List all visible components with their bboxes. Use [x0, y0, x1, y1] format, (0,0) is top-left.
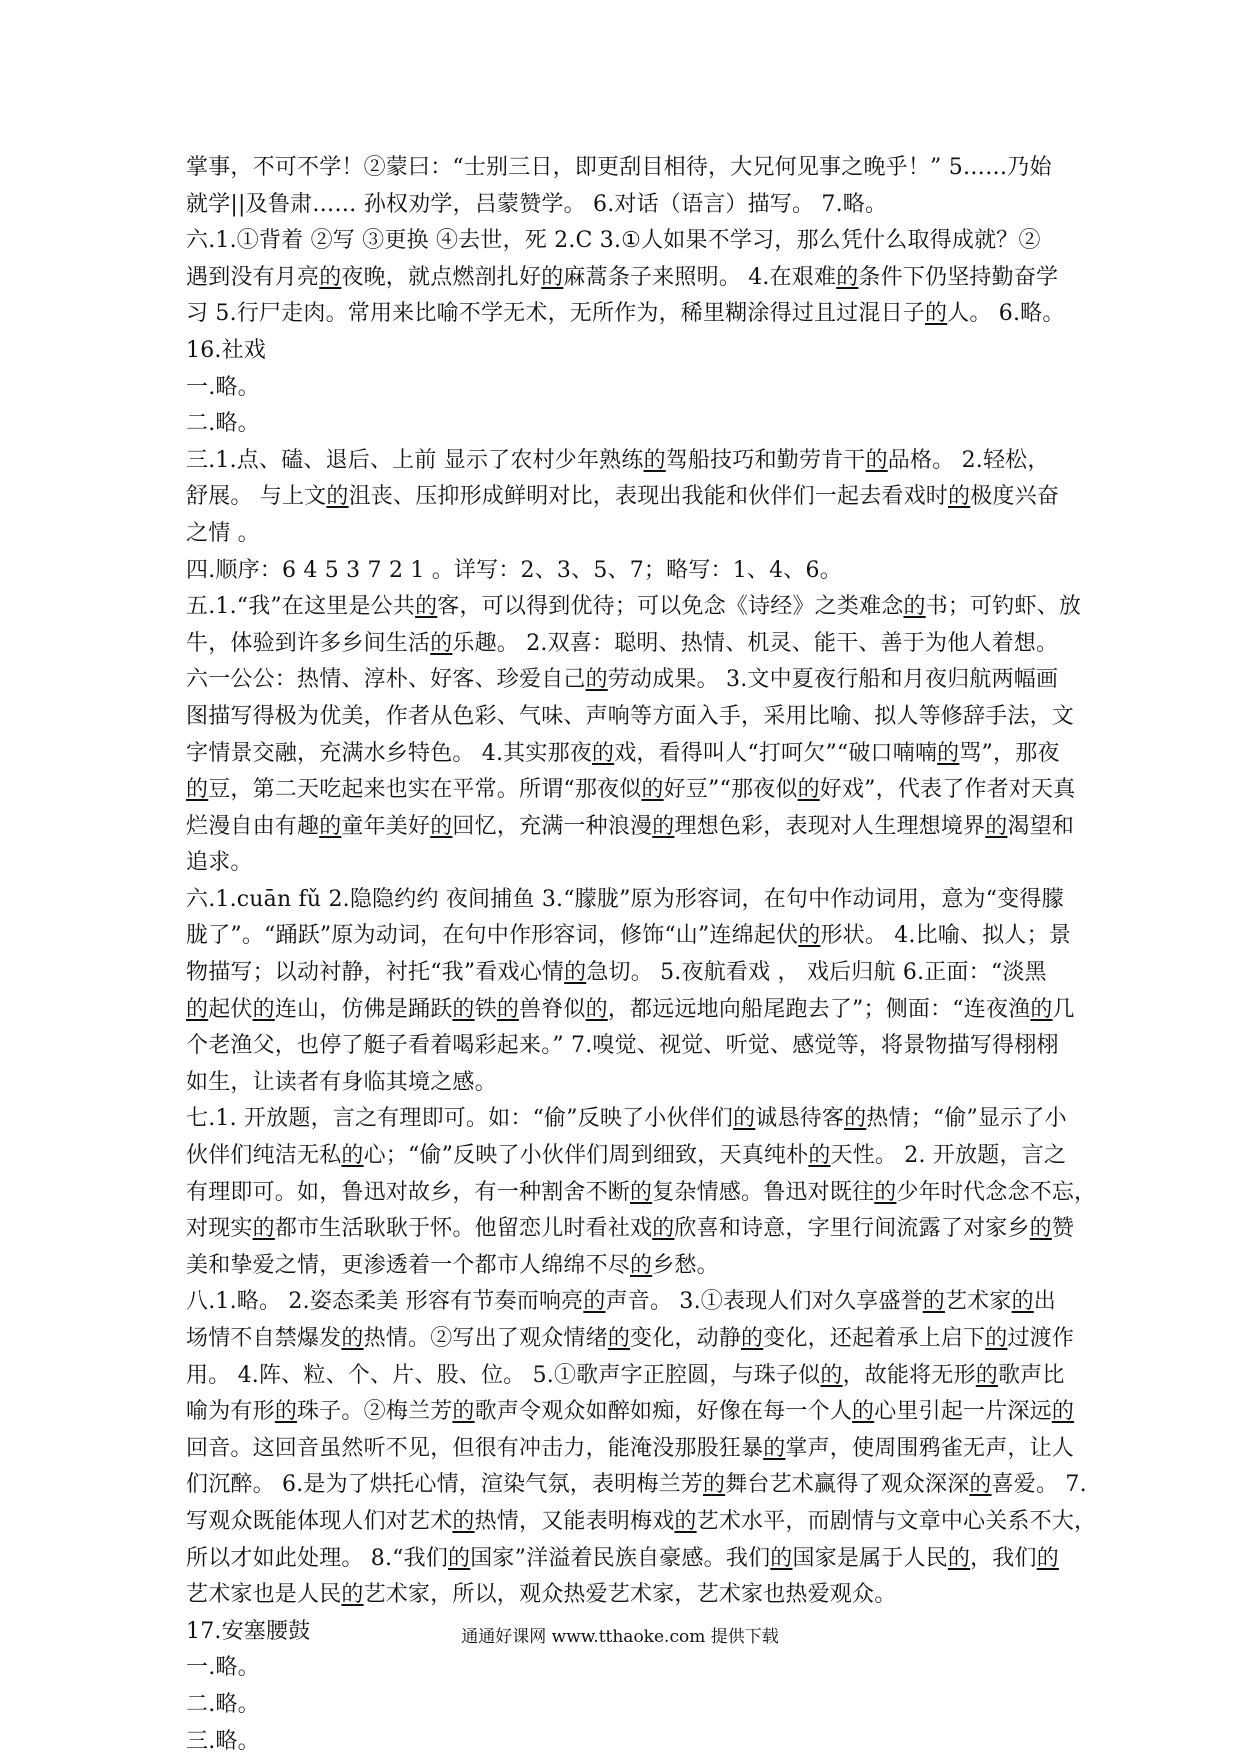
text-line: 舒展。 与上文的沮丧、压抑形成鲜明对比，表现出我能和伙伴们一起去看戏时的极度兴奋 — [186, 484, 1060, 510]
text-line: 物描写；以动衬静，衬托“我”看戏心情的急切。 5.夜航看戏 ， 戏后归航 6.正面：“淡黑 — [186, 960, 1047, 986]
text-line: 艺术家也是人民的艺术家，所以，观众热爱艺术家，艺术家也热爱观众。 — [186, 1582, 897, 1608]
text-line: 的起伏的连山，仿佛是踊跃的铁的兽脊似的，都远远地向船尾跑去了”；侧面：“连夜渔的几 — [186, 996, 1075, 1022]
text-line: 字情景交融，充满水乡特色。 4.其实那夜的戏，看得叫人“打呵欠”“破口喃喃的骂”，那夜 — [186, 740, 1060, 766]
text-line: 个老渔父，也停了艇子看着喝彩起来。” 7.嗅觉、视觉、听觉、感觉等，将景物描写得栩栩 — [186, 1033, 1059, 1059]
text-line: 三.略。 — [186, 1728, 260, 1754]
text-line: 三.1.点、磕、退后、上前 显示了农村少年熟练的驾船技巧和勤劳肯干的品格。 2.轻松， — [186, 447, 1050, 473]
text-line: 八.1.略。 2.姿态柔美 形容有节奏而响亮的声音。 3.①表现人们对久享盛誉的艺术家的出 — [186, 1289, 1056, 1315]
text-line: 伙伴们纯洁无私的心；“偷”反映了小伙伴们周到细致，天真纯朴的天性。 2. 开放题，言之 — [186, 1143, 1067, 1169]
text-line: 烂漫自由有趣的童年美好的回忆，充满一种浪漫的理想色彩，表现对人生理想境界的渴望和 — [186, 813, 1075, 839]
text-line: 16.社戏 — [186, 337, 266, 363]
text-line: 美和挚爱之情，更渗透着一个都市人绵绵不尽的乡愁。 — [186, 1252, 719, 1278]
text-line: 们沉醉。 6.是为了烘托心情，渲染气氛，表明梅兰芳的舞台艺术赢得了观众深深的喜爱。 7. — [186, 1472, 1087, 1498]
text-line: 胧了”。“踊跃”原为动词，在句中作形容词，修饰“山”连绵起伏的形状。 4.比喻、拟人；景 — [186, 923, 1072, 949]
text-line: 习 5.行尸走肉。常用来比喻不学无术，无所作为，稀里糊涂得过且过混日子的人。 6.略。 — [186, 301, 1065, 327]
text-line: 之情 。 — [186, 520, 260, 546]
text-line: 喻为有形的珠子。②梅兰芳的歌声令观众如醉如痴，好像在每一个人的心里引起一片深远的 — [186, 1399, 1075, 1425]
text-line: 掌事，不可不学！②蒙曰：“士别三日，即更刮目相待，大兄何见事之晚乎！” 5……乃始 — [186, 155, 1052, 180]
text-line: 牛，体验到许多乡间生活的乐趣。 2.双喜：聪明、热情、机灵、能干、善于为他人着想。 — [186, 630, 1059, 656]
text-line: 所以才如此处理。 8.“我们的国家”洋溢着民族自豪感。我们的国家是属于人民的，我们的 — [186, 1545, 1059, 1571]
text-line: 的豆，第二天吃起来也实在平常。所谓“那夜似的好豆”“那夜似的好戏”，代表了作者对天真 — [186, 777, 1076, 803]
text-line: 如生，让读者有身临其境之感。 — [186, 1069, 497, 1095]
text-line: 一.略。 — [186, 374, 260, 400]
text-line: 一.略。 — [186, 1655, 260, 1681]
text-line: 六.1.①背着 ②写 ③更换 ④去世，死 2.C 3.①人如果不学习，那么凭什么取得成就？② — [186, 228, 1041, 254]
text-line: 回音。这回音虽然听不见，但很有冲击力，能淹没那股狂暴的掌声，使周围鸦雀无声，让人 — [186, 1435, 1075, 1461]
text-line: 图描写得极为优美，作者从色彩、气味、声响等方面入手，采用比喻、拟人等修辞手法，文 — [186, 703, 1075, 729]
text-line: 17.安塞腰鼓 — [186, 1618, 311, 1644]
text-line: 遇到没有月亮的夜晚，就点燃剖扎好的麻蒿条子来照明。 4.在艰难的条件下仍坚持勤奋学 — [186, 264, 1059, 290]
text-line: 二.略。 — [186, 411, 260, 437]
text-line: 就学||及鲁肃…… 孙权劝学，吕蒙赞学。 6.对话（语言）描写。 7.略。 — [186, 191, 888, 217]
answer-text-body — [186, 150, 1097, 1760]
text-line: 四.顺序：6 4 5 3 7 2 1 。详写：2、3、5、7；略写：1、4、6。 — [186, 557, 842, 583]
text-line: 六一公公：热情、淳朴、好客、珍爱自己的劳动成果。 3.文中夏夜行船和月夜归航两幅画 — [186, 667, 1059, 693]
text-line: 场情不自禁爆发的热情。②写出了观众情绪的变化，动静的变化，还起着承上启下的过渡作 — [186, 1326, 1075, 1351]
text-line: 六.1.cuān fǔ 2.隐隐约约 夜间捕鱼 3.“朦胧”原为形容词，在句中作动词用，意为“变得朦 — [186, 886, 1064, 912]
text-line: 七.1. 开放题，言之有理即可。如：“偷”反映了小伙伴们的诚恳待客的热情；“偷”显示了小 — [186, 1106, 1067, 1132]
text-line: 二.略。 — [186, 1691, 260, 1717]
text-line: 写观众既能体现人们对艺术的热情，又能表明梅戏的艺术水平，而剧情与文章中心关系不大， — [186, 1508, 1097, 1534]
text-line: 有理即可。如，鲁迅对故乡，有一种割舍不断的复杂情感。鲁迅对既往的少年时代念念不忘， — [186, 1179, 1097, 1205]
page-footer: 通通好课网 www.tthaoke.com 提供下载 — [461, 1627, 779, 1647]
text-line: 五.1.“我”在这里是公共的客，可以得到优待；可以免念《诗经》之类难念的书；可钓虾、放 — [186, 594, 1082, 620]
text-line: 用。 4.阵、粒、个、片、股、位。 5.①歌声字正腔圆，与珠子似的，故能将无形的歌声比 — [186, 1362, 1065, 1388]
text-line: 追求。 — [186, 850, 253, 876]
text-line: 对现实的都市生活耿耿于怀。他留恋儿时看社戏的欣喜和诗意，字里行间流露了对家乡的赞 — [186, 1216, 1075, 1242]
